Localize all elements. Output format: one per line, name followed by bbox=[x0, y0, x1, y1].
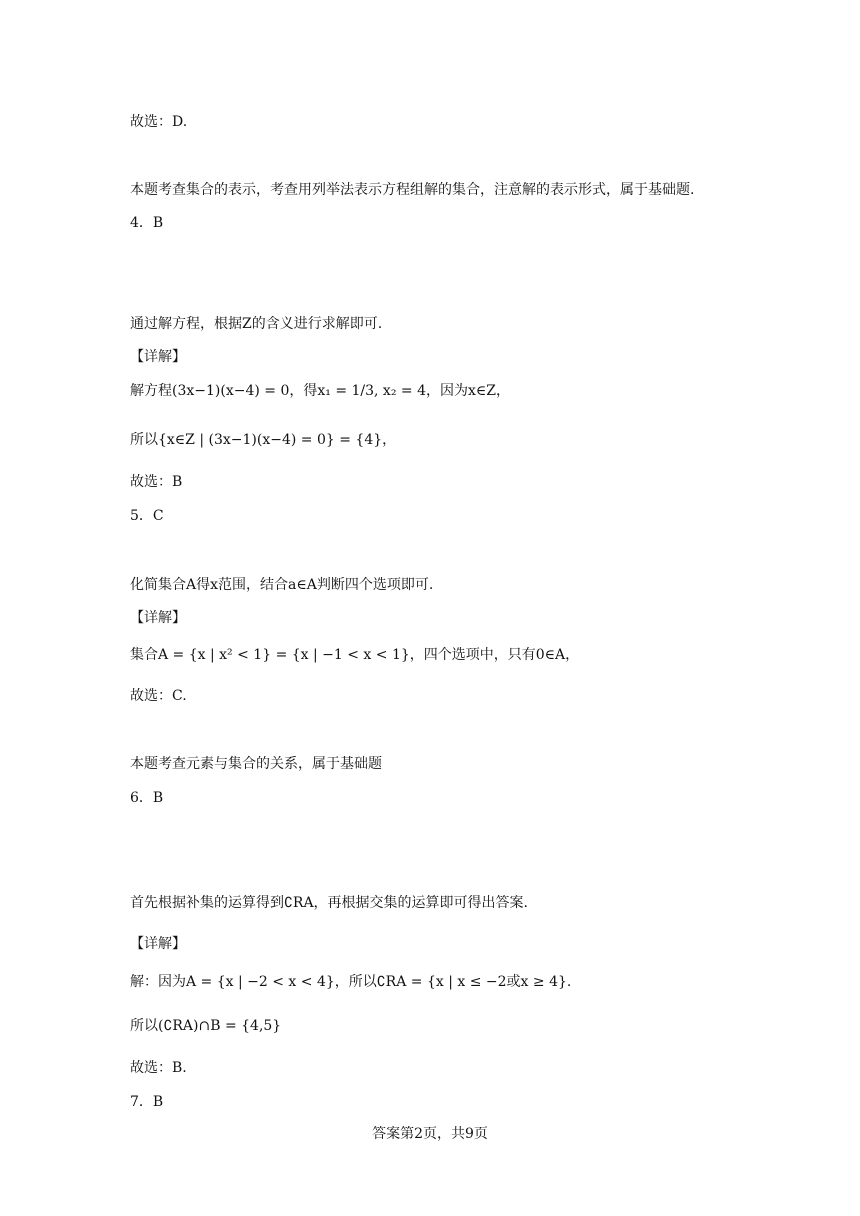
answer-line: 故选：B bbox=[130, 474, 183, 490]
section-heading: 【详解】 bbox=[130, 936, 186, 952]
solution-line: 解：因为A = {x | −2 < x < 4}，所以∁RA = {x | x ≤ −2或x ≥ 4}. bbox=[130, 974, 572, 990]
solution-line: 所以(∁RA)∩B = {4,5} bbox=[130, 1018, 282, 1034]
analysis-line: 化简集合A得x范围，结合a∈A判断四个选项即可. bbox=[130, 577, 434, 593]
analysis-line: 首先根据补集的运算得到∁RA，再根据交集的运算即可得出答案. bbox=[130, 895, 529, 911]
section-heading: 【详解】 bbox=[130, 610, 186, 626]
solution-line: 解方程(3x−1)(x−4) = 0，得x₁ = 1/3, x₂ = 4，因为x∈Z， bbox=[130, 383, 510, 399]
answer-line: 故选：C. bbox=[130, 688, 187, 704]
section-heading: 【详解】 bbox=[130, 349, 186, 365]
question-number: 5．C bbox=[130, 508, 164, 524]
page-footer: 答案第2页，共9页 bbox=[372, 1126, 488, 1142]
solution-line: 所以{x∈Z | (3x−1)(x−4) = 0} = {4}， bbox=[130, 432, 397, 448]
question-number: 4．B bbox=[130, 215, 164, 231]
answer-line: 故选：B. bbox=[130, 1060, 187, 1076]
question-number: 6．B bbox=[130, 790, 164, 806]
question-number: 7．B bbox=[130, 1094, 164, 1110]
comment-line: 本题考查集合的表示，考查用列举法表示方程组解的集合，注意解的表示形式，属于基础题. bbox=[130, 182, 695, 198]
analysis-line: 通过解方程，根据Z的含义进行求解即可. bbox=[130, 316, 383, 332]
comment-line: 本题考查元素与集合的关系，属于基础题 bbox=[130, 756, 382, 772]
solution-line: 集合A = {x | x² < 1} = {x | −1 < x < 1}，四个选项中，只有0∈A， bbox=[130, 647, 580, 663]
answer-line: 故选：D. bbox=[130, 114, 188, 130]
